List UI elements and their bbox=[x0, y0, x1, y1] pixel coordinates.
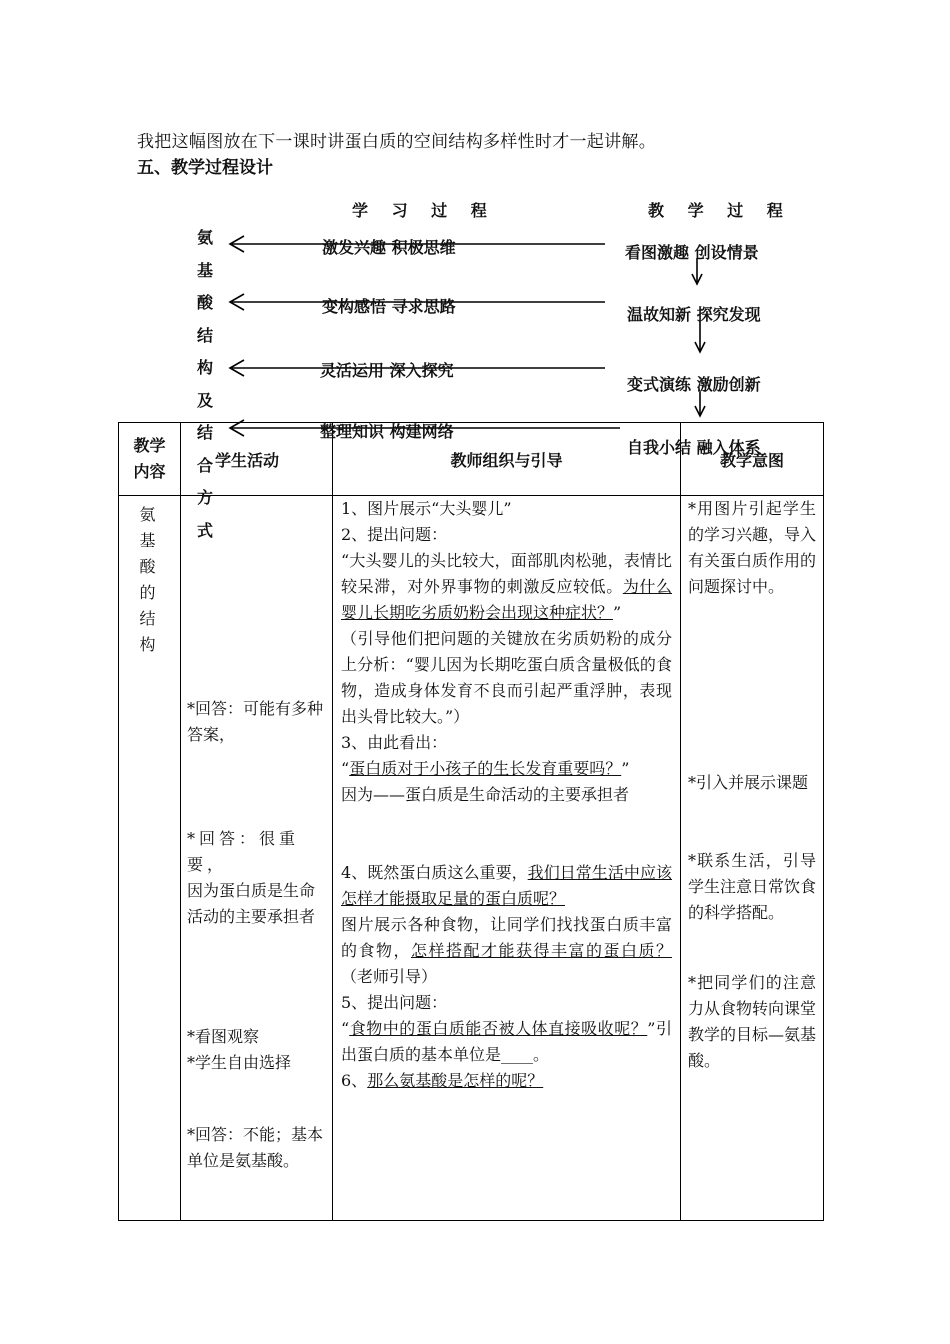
teaching-process-header: 教 学 过 程 bbox=[648, 201, 792, 220]
teaching-step-3: 变式演练 激励创新 bbox=[627, 375, 761, 394]
section-title: 五、教学过程设计 bbox=[137, 158, 273, 178]
teaching-step-1: 看图激趣 创设情景 bbox=[625, 243, 759, 262]
content-text: 氨基酸的结构 bbox=[139, 505, 156, 654]
learning-step-1: 激发兴趣 积极思维 bbox=[322, 238, 456, 257]
student-observe: *看图观察 bbox=[187, 1027, 260, 1046]
teacher-quote-3: “食物中的蛋白质能否被人体直接吸收呢？”引出蛋白质的基本单位是____。 bbox=[341, 1019, 672, 1064]
student-answer-3: *回答：不能；基本单位是氨基酸。 bbox=[187, 1125, 324, 1170]
teaching-step-2: 温故知新 探究发现 bbox=[627, 305, 761, 324]
teacher-step-2: 2、提出问题： bbox=[341, 525, 448, 544]
header-content: 教学内容 bbox=[119, 423, 181, 496]
student-answer-2: *回答：很重要， bbox=[187, 829, 300, 874]
teacher-reason: 因为——蛋白质是生命活动的主要承担者 bbox=[341, 785, 630, 804]
teaching-step-4: 自我小结 融入体系 bbox=[627, 438, 761, 457]
header-intent: 教学意图 bbox=[681, 423, 824, 496]
intent-1: *用图片引起学生的学习兴趣，导入有关蛋白质作用的问题探讨中。 bbox=[688, 499, 817, 596]
teacher-step-6: 6、那么氨基酸是怎样的呢？ bbox=[341, 1071, 544, 1090]
teacher-guide: （引导他们把问题的关键放在劣质奶粉的成分上分析：“婴儿因为长期吃蛋白质含量极低的食物，造成身体发育不良而引起严重浮肿，表现出头骨比较大。”） bbox=[341, 629, 672, 726]
teaching-process-table bbox=[118, 422, 824, 1221]
header-teacher: 教师组织与引导 bbox=[333, 423, 681, 496]
intent-3: *联系生活，引导学生注意日常饮食的科学搭配。 bbox=[688, 851, 817, 922]
intent-4: *把同学们的注意力从食物转向课堂教学的目标—氨基酸。 bbox=[688, 973, 817, 1070]
teacher-step-5: 5、提出问题： bbox=[341, 993, 448, 1012]
table-row bbox=[119, 496, 824, 1221]
teacher-step-3: 3、由此看出： bbox=[341, 733, 448, 752]
flow-diagram-lines bbox=[0, 0, 950, 520]
intro-line: 我把这幅图放在下一课时讲蛋白质的空间结构多样性时才一起讲解。 bbox=[137, 132, 656, 152]
header-student: 学生活动 bbox=[181, 423, 333, 496]
learning-step-2: 变构感悟 寻求思路 bbox=[322, 297, 456, 316]
student-answer-1: *回答：可能有多种答案， bbox=[187, 699, 324, 744]
student-choose: *学生自由选择 bbox=[187, 1053, 292, 1072]
teacher-quote-1: “大头婴儿的头比较大，面部肌肉松驰，表情比较呆滞，对外界事物的刺激反应较低。为什么婴儿长期吃劣质奶粉会出现这种症状？” bbox=[341, 551, 672, 622]
student-answer-2b: 因为蛋白质是生命活动的主要承担者 bbox=[187, 881, 316, 926]
intent-cell bbox=[681, 496, 824, 1221]
teacher-food-images: 图片展示各种食物，让同学们找找蛋白质丰富的食物，怎样搭配才能获得丰富的蛋白质？（老师引导） bbox=[341, 915, 672, 986]
intent-2: *引入并展示课题 bbox=[688, 773, 809, 792]
teacher-step-4: 4、既然蛋白质这么重要，我们日常生活中应该怎样才能摄取足量的蛋白质呢？ bbox=[341, 863, 672, 908]
learning-process-header: 学 习 过 程 bbox=[352, 201, 496, 220]
teacher-cell bbox=[333, 496, 681, 1221]
student-cell bbox=[181, 496, 333, 1221]
content-cell bbox=[119, 496, 181, 1221]
teacher-step-1: 1、图片展示“大头婴儿” bbox=[341, 499, 512, 518]
learning-step-4: 整理知识 构建网络 bbox=[320, 422, 454, 441]
learning-step-3: 灵活运用 深入探究 bbox=[320, 361, 454, 380]
vertical-label: 氨 基 酸 结 构 及 结 合 方 式 bbox=[196, 228, 213, 540]
teacher-quote-2: “蛋白质对于小孩子的生长发育重要吗？” bbox=[341, 759, 630, 778]
